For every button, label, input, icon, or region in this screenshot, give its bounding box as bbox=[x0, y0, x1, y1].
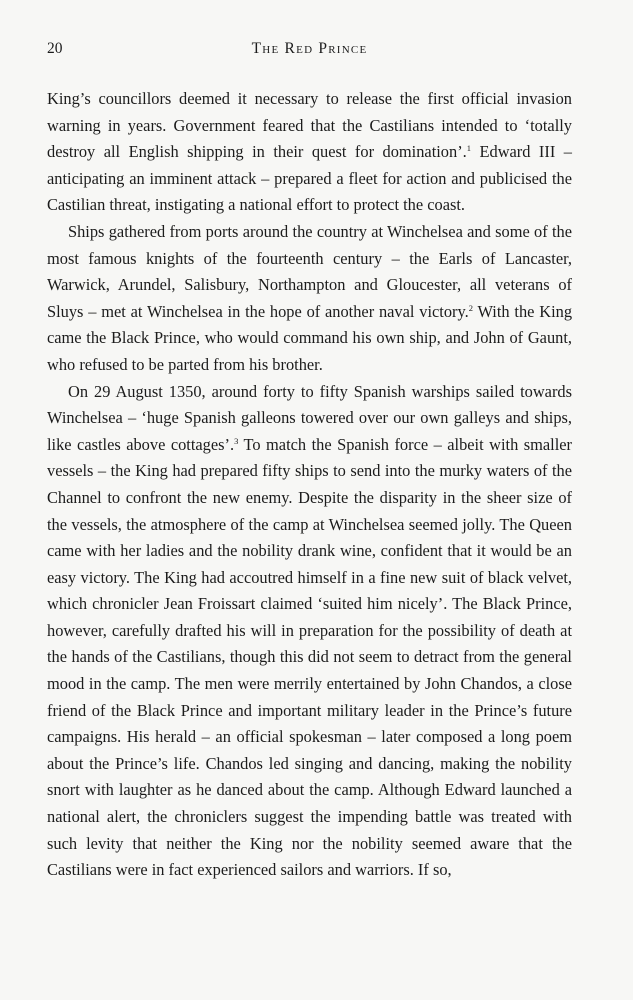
footnote-marker: 1 bbox=[466, 143, 471, 154]
footnote-marker: 3 bbox=[234, 435, 239, 446]
text-segment: To match the Spanish force – albeit with smaller vessels – the King had prepared fifty ships to send into the murky waters of the Channel to confront the new enemy. Despite the disparity in the sheer size of the vessels, the atmosphere of the camp at Winchelsea seemed jolly. The Queen came with her ladies and the nobility drank wine, confident that it would be an easy victory. The King had accoutred himself in a fine new suit of black velvet, which chronicler Jean Froissart claimed ‘suited him nicely’. The Black Prince, however, carefully drafted his will in preparation for the possibility of death at the hands of the Castilians, though this did not seem to detract from the general mood in the camp. The men were merrily entertained by John Chandos, a close friend of the Black Prince and important military leader in the Prince’s future campaigns. His herald – an official spokesman – later composed a long poem about the Prince’s life. Chandos led singing and dancing, making the nobility snort with laughter as he danced about the camp. Although Edward launched a national alert, the chroniclers suggest the impending battle was treated with such levity that neither the King nor the nobility seemed aware that the Castilians were in fact experienced sailors and warriors. If so, bbox=[47, 434, 572, 880]
body-text bbox=[47, 86, 572, 884]
footnote-marker: 2 bbox=[468, 302, 473, 313]
text-segment: Ships gathered from ports around the country at Winchelsea and some of the most famous knights of the fourteenth century – the Earls of Lancaster, Warwick, Arundel, Salisbury, Northampton and Gloucester, all veterans of Sluys – met at Winchelsea in the hope of another naval victory. bbox=[47, 221, 572, 321]
text-segment: King’s councillors deemed it necessary to release the first official invasion warning in years. Government feared that the Castilians intended to ‘totally destroy all English shipping in their quest for domination’. bbox=[47, 89, 572, 162]
running-head bbox=[47, 40, 572, 64]
text-segment: Edward III – anticipating an imminent attack – prepared a fleet for action and publicised the Castilian threat, instigating a national effort to protect the coast. bbox=[47, 142, 572, 215]
page-number: 20 bbox=[47, 40, 63, 57]
text-segment: With the King came the Black Prince, who would command his own ship, and John of Gaunt, who refused to be parted from his brother. bbox=[47, 301, 573, 374]
book-page bbox=[47, 40, 572, 884]
paragraph bbox=[47, 219, 572, 379]
text-segment: On 29 August 1350, around forty to fifty Spanish warships sailed towards Winchelsea – ‘huge Spanish galleons towered over our own galleys and ships, like castles above cottages’. bbox=[47, 381, 572, 454]
paragraph bbox=[47, 379, 572, 884]
paragraph bbox=[47, 86, 572, 219]
running-title: The Red Prince bbox=[251, 40, 368, 57]
